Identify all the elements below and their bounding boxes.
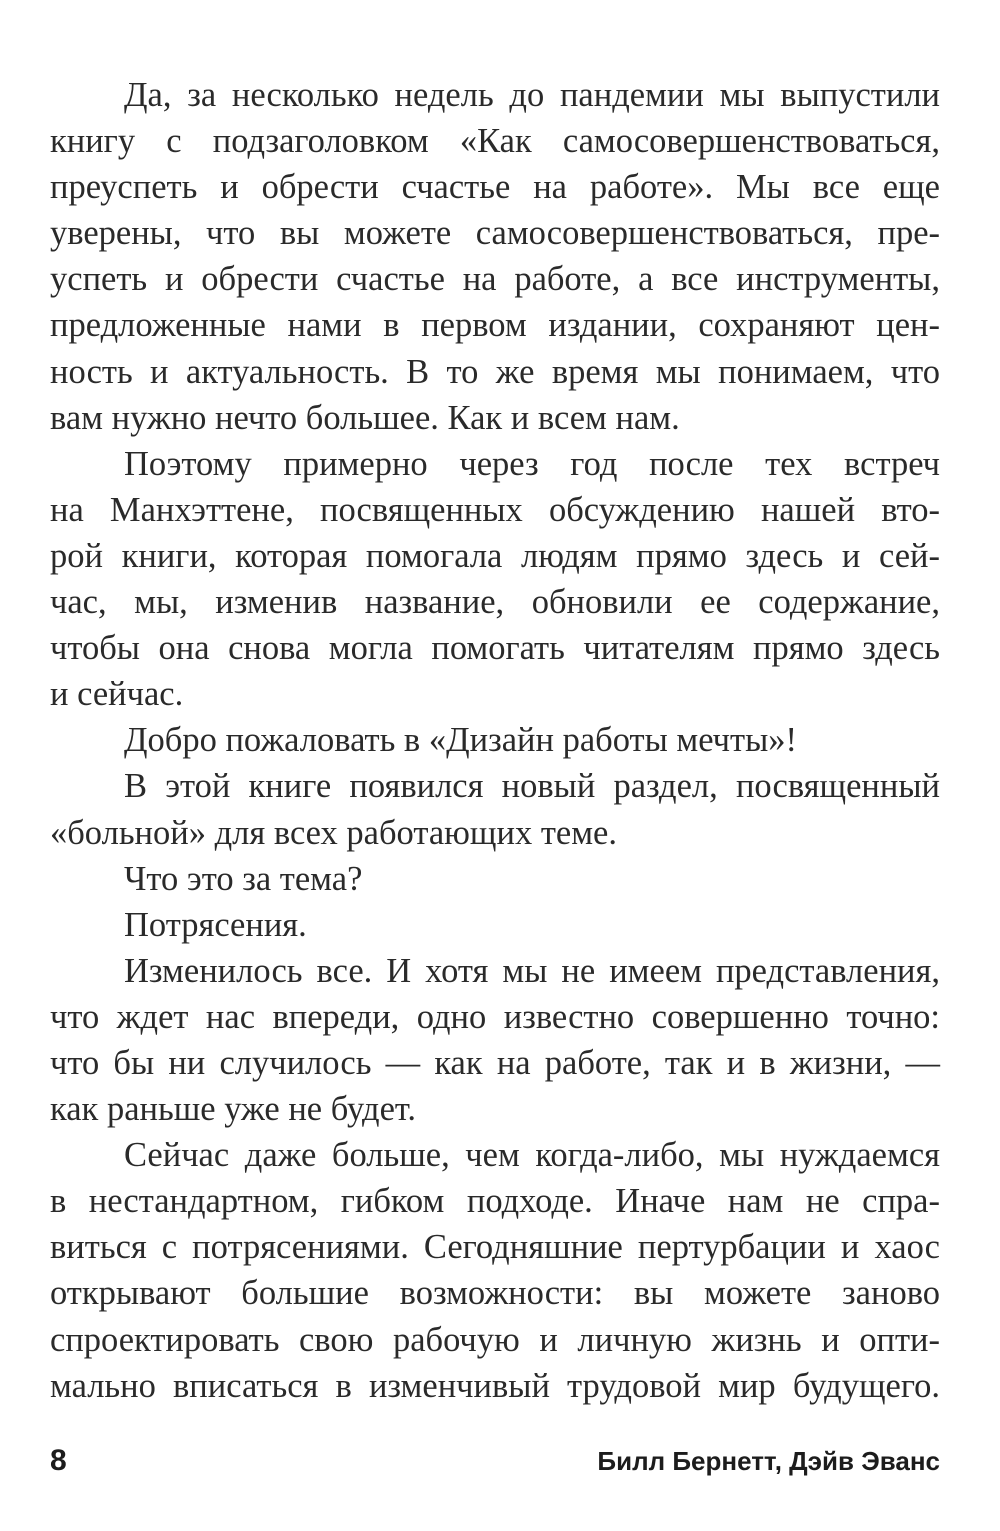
text-line: ность и актуальность. В то же время мы понимаем, что (50, 352, 940, 391)
paragraph (50, 441, 940, 718)
text-line: Потрясения. (124, 905, 307, 944)
page-footer (50, 1441, 940, 1481)
text-line: Поэтому примерно через год после тех встреч (124, 444, 940, 483)
text-line: что ждет нас впереди, одно известно совершенно точно: (50, 997, 940, 1036)
text-line: открывают большие возможности: вы можете заново (50, 1274, 940, 1313)
paragraph (50, 902, 940, 948)
paragraph (50, 72, 940, 441)
text-line: в нестандартном, гибком подходе. Иначе нам не спра- (50, 1182, 940, 1221)
text-line: час, мы, изменив название, обновили ее содержание, (50, 583, 940, 622)
text-line: предложенные нами в первом издании, сохраняют цен- (50, 306, 940, 345)
paragraph (50, 856, 940, 902)
text-line: вам нужно нечто большее. Как и всем нам. (50, 398, 680, 437)
text-line: Добро пожаловать в «Дизайн работы мечты»! (124, 721, 798, 760)
text-line: «больной» для всех работающих теме. (50, 813, 617, 852)
paragraph (50, 717, 940, 763)
text-line: на Манхэттене, посвященных обсуждению нашей вто- (50, 490, 940, 529)
text-line: чтобы она снова могла помогать читателям прямо здесь (50, 629, 940, 668)
text-line: и сейчас. (50, 675, 184, 714)
text-line: Изменилось все. И хотя мы не имеем представления, (124, 951, 940, 990)
paragraph (50, 1132, 940, 1409)
text-line: Что это за тема? (124, 859, 363, 898)
text-line: преуспеть и обрести счастье на работе». Мы все еще (50, 168, 940, 207)
text-line: рой книги, которая помогала людям прямо здесь и сей- (50, 536, 940, 575)
text-line: спроектировать свою рабочую и личную жизнь и опти- (50, 1320, 940, 1359)
text-line: мально вписаться в изменчивый трудовой мир будущего. (50, 1366, 940, 1405)
text-line: Сейчас даже больше, чем когда-либо, мы нуждаемся (124, 1136, 940, 1175)
paragraph (50, 763, 940, 855)
text-line: как раньше уже не будет. (50, 1090, 417, 1129)
text-line: виться с потрясениями. Сегодняшние пертурбации и хаос (50, 1228, 940, 1267)
text-line: успеть и обрести счастье на работе, а все инструменты, (50, 260, 940, 299)
text-line: В этой книге появился новый раздел, посвященный (124, 767, 940, 806)
text-line: книгу с подзаголовком «Как самосовершенствоваться, (50, 122, 940, 161)
text-line: уверены, что вы можете самосовершенствоваться, пре- (50, 214, 940, 253)
paragraph (50, 948, 940, 1132)
text-line: Да, за несколько недель до пандемии мы выпустили (124, 76, 940, 114)
page-number: 8 (50, 1444, 67, 1477)
text-line: что бы ни случилось — как на работе, так и в жизни, — (50, 1043, 940, 1082)
body-text (50, 72, 940, 1409)
running-head-authors: Билл Бернетт, Дэйв Эванс (597, 1446, 940, 1476)
